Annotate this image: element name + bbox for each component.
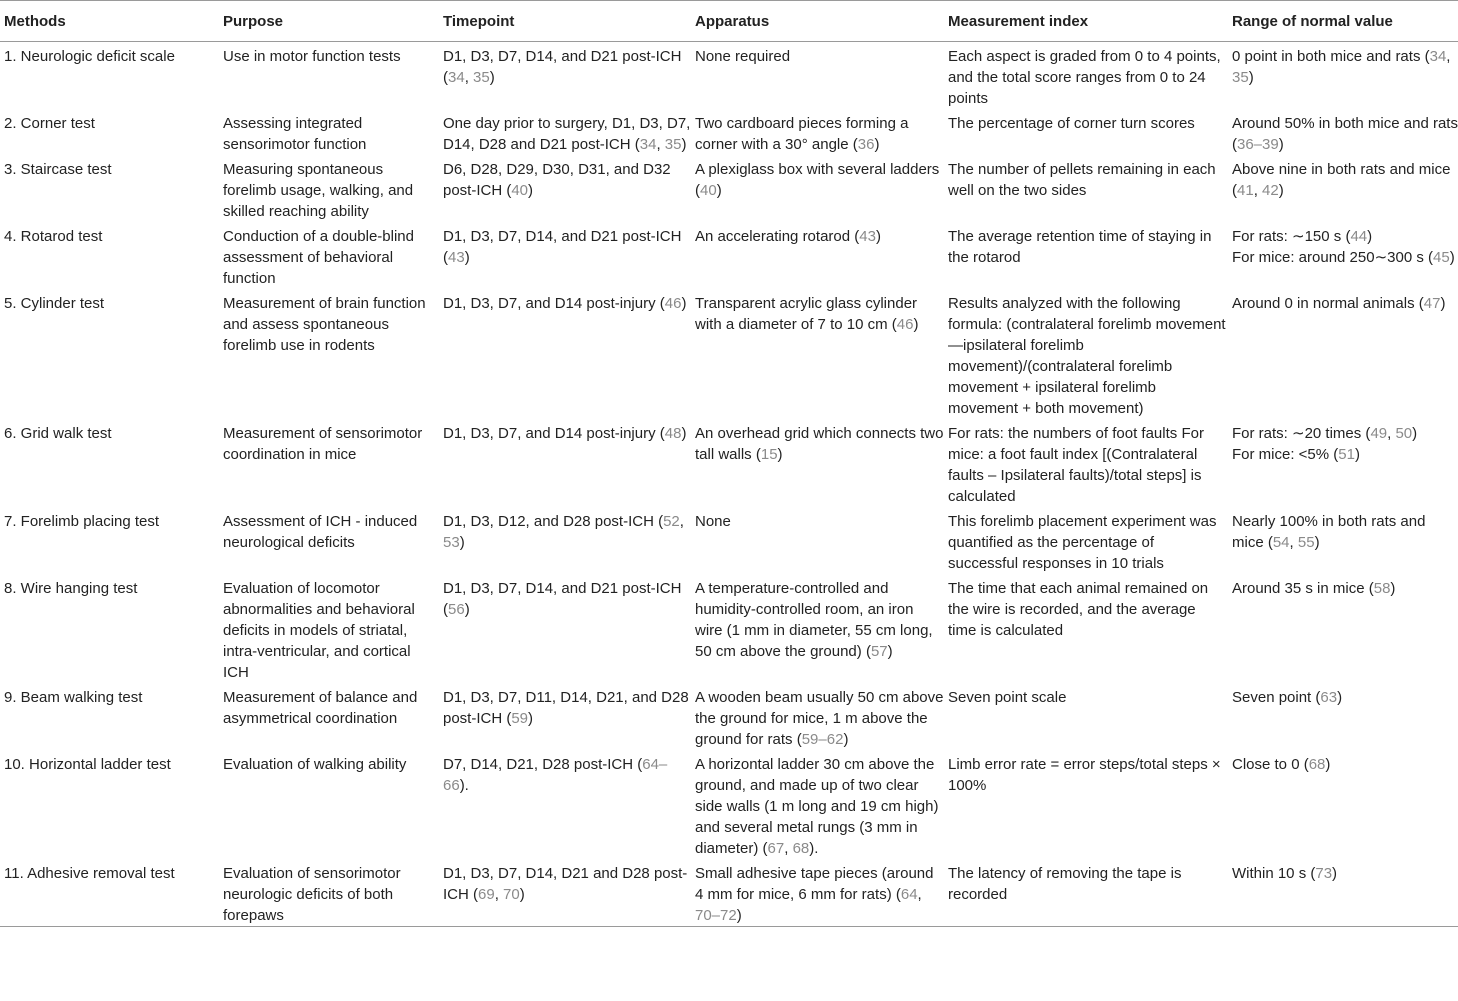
cell-text: ) — [459, 534, 465, 551]
cell-text: A horizontal ladder 30 cm above the ground, and made up of two clear side walls (1 m long and 19 cm high) and several metal rungs (3 mm in diameter) ( — [695, 756, 939, 857]
timepoint-cell — [439, 155, 691, 222]
citation-link[interactable]: 36–39 — [1237, 136, 1279, 153]
citation-link[interactable]: 73 — [1315, 865, 1333, 882]
range-cell — [1228, 419, 1458, 507]
cell-text: ) — [528, 710, 534, 727]
citation-link[interactable]: 41 — [1237, 182, 1254, 199]
measurement-cell: Each aspect is graded from 0 to 4 points, and the total score ranges from 0 to 24 points — [948, 48, 1221, 107]
cell-text: 0 point in both mice and rats ( — [1232, 48, 1430, 65]
cell-text: D7, D14, D21, D28 post-ICH ( — [443, 756, 643, 773]
purpose-cell: Measurement of sensorimotor coordination in mice — [223, 425, 423, 463]
range-cell: 0 point in both mice and rats (34, 35) — [1232, 48, 1451, 86]
cell-text: ). — [459, 777, 469, 794]
table-row — [0, 683, 1458, 750]
citation-link[interactable]: 36 — [857, 136, 875, 153]
citation-link[interactable]: 34 — [448, 69, 465, 86]
table-row — [0, 507, 1458, 574]
measurement-cell: The number of pellets remaining in each well on the two sides — [948, 161, 1216, 199]
timepoint-cell — [439, 683, 691, 750]
purpose-cell: Evaluation of sensorimotor neurologic deficits of both forepaws — [219, 859, 439, 927]
cell-text: ) — [1367, 228, 1373, 245]
table-row — [0, 222, 1458, 289]
cell-text: D1, D3, D7, D11, D14, D21, and D28 post-ICH ( — [443, 689, 689, 727]
citation-link[interactable]: 53 — [443, 534, 460, 551]
cell-text: Within 10 s ( — [1232, 865, 1316, 882]
method-cell: 5. Cylinder test — [4, 295, 105, 312]
citation-link[interactable]: 43 — [448, 249, 465, 266]
citation-link[interactable]: 54 — [1272, 534, 1290, 551]
cell-text: For rats: ∼20 times ( — [1232, 425, 1371, 442]
cell-text: D1, D3, D7, D14, and D21 post-ICH ( — [443, 228, 682, 266]
citation-link[interactable]: 46 — [664, 295, 682, 312]
cell-text: ) — [874, 136, 880, 153]
cell-text: ) — [464, 601, 470, 618]
cell-text: ) — [519, 886, 525, 903]
cell-text: ) — [1325, 756, 1331, 773]
cell-text: A temperature-controlled and humidity-controlled room, an iron wire (1 mm in diameter, 55 cm long, 50 cm above the ground) ( — [695, 580, 933, 660]
citation-link[interactable]: 45 — [1433, 249, 1450, 266]
cell-text: ) — [1354, 446, 1360, 463]
apparatus-cell: Small adhesive tape pieces (around 4 mm for mice, 6 mm for rats) (64, 70–72) — [691, 859, 944, 927]
citation-link[interactable]: 55 — [1297, 534, 1315, 551]
range-cell — [1228, 289, 1458, 419]
method-cell: 4. Rotarod test — [4, 228, 103, 245]
measurement-cell: Limb error rate = error steps/total steps × 100% — [948, 756, 1221, 794]
cell-text: Around 0 in normal animals ( — [1232, 295, 1424, 312]
cell-text: ) — [1390, 580, 1396, 597]
cell-text: ) — [875, 228, 881, 245]
cell-text: Around 35 s in mice ( — [1232, 580, 1374, 597]
cell-line: For rats: ∼20 times (49, 50) — [1232, 425, 1418, 442]
cell-line — [1232, 444, 1458, 465]
cell-text: None required — [695, 48, 791, 65]
citation-link[interactable]: 68 — [1308, 756, 1326, 773]
apparatus-cell — [691, 574, 944, 683]
header-measurement-index: Measurement index — [944, 1, 1228, 42]
citation-link[interactable]: 52 — [663, 513, 680, 530]
citation-link[interactable]: 15 — [760, 446, 778, 463]
range-cell — [1228, 574, 1458, 683]
cell-text: Seven point ( — [1232, 689, 1321, 706]
citation-link[interactable]: 64 — [900, 886, 918, 903]
measurement-cell: This forelimb placement experiment was quantified as the percentage of successful responses in 10 trials — [948, 513, 1217, 572]
measurement-cell: Seven point scale — [948, 689, 1067, 706]
cell-text: D1, D3, D7, D14, and D21 post-ICH ( — [443, 580, 682, 618]
apparatus-cell — [691, 507, 944, 574]
citation-link[interactable]: 63 — [1320, 689, 1338, 706]
citation-link[interactable]: 68 — [792, 840, 810, 857]
method-cell: 3. Staircase test — [4, 161, 112, 178]
cell-text: ) — [913, 316, 919, 333]
citation-link[interactable]: 43 — [859, 228, 876, 245]
purpose-cell: Measurement of balance and asymmetrical coordination — [223, 689, 418, 727]
cell-text: D1, D3, D7, and D14 post-injury ( — [443, 295, 665, 312]
citation-link[interactable]: 70–72 — [695, 907, 737, 924]
citation-link[interactable]: 59–62 — [801, 731, 844, 748]
header-range-normal-value: Range of normal value — [1228, 1, 1458, 42]
cell-text: D6, D28, D29, D30, D31, and D32 post-ICH ( — [443, 161, 671, 199]
cell-text: ) — [1412, 425, 1418, 442]
cell-text: ) — [1314, 534, 1320, 551]
cell-text: ) — [1278, 136, 1284, 153]
table-row — [0, 42, 1458, 110]
header-purpose: Purpose — [219, 1, 439, 42]
cell-text: Around 50% in both mice and rats ( — [1232, 115, 1458, 153]
timepoint-cell — [439, 574, 691, 683]
cell-text: A wooden beam usually 50 cm above the ground for mice, 1 m above the ground for rats ( — [695, 689, 944, 748]
purpose-cell: Assessment of ICH - induced neurological deficits — [223, 513, 418, 551]
cell-text: An overhead grid which connects two tall walls ( — [695, 425, 944, 463]
cell-text: ) — [1337, 689, 1343, 706]
cell-text: Transparent acrylic glass cylinder with a diameter of 7 to 10 cm ( — [695, 295, 918, 333]
cell-text: For rats: ∼150 s ( — [1232, 228, 1351, 245]
citation-link[interactable]: 35 — [473, 69, 490, 86]
citation-link[interactable]: 34 — [1429, 48, 1447, 65]
cell-text: ) — [464, 249, 470, 266]
header-apparatus: Apparatus — [691, 1, 944, 42]
citation-link[interactable]: 49 — [1370, 425, 1388, 442]
range-cell — [1228, 683, 1458, 750]
timepoint-cell: D1, D3, D7, D14, D21 and D28 post-ICH (69, 70) — [439, 859, 691, 927]
method-cell: 6. Grid walk test — [4, 425, 112, 442]
cell-text: ) — [681, 295, 687, 312]
method-cell: 2. Corner test — [4, 115, 95, 132]
table-row — [0, 419, 1458, 507]
measurement-cell: The latency of removing the tape is recorded — [944, 859, 1228, 927]
cell-text: For mice: <5% ( — [1232, 446, 1339, 463]
range-cell — [1228, 859, 1458, 927]
citation-link[interactable]: 35 — [664, 136, 682, 153]
table-row — [0, 859, 1458, 927]
citation-link[interactable]: 40 — [700, 182, 717, 199]
citation-link[interactable]: 70 — [503, 886, 520, 903]
timepoint-cell — [439, 750, 691, 859]
cell-text: ). — [809, 840, 819, 857]
method-cell: 11. Adhesive removal test — [0, 859, 219, 927]
cell-text: For mice: around 250∼300 s ( — [1232, 249, 1433, 266]
cell-text: ) — [528, 182, 534, 199]
cell-text: ) — [681, 425, 687, 442]
measurement-cell: For rats: the numbers of foot faults For mice: a foot fault index [(Contralateral faults – Ipsilateral faults)/total steps] is calculated — [948, 425, 1204, 505]
timepoint-cell — [439, 289, 691, 419]
cell-text: ) — [1332, 865, 1338, 882]
citation-link[interactable]: 50 — [1395, 425, 1413, 442]
cell-text: Above nine in both rats and mice ( — [1232, 161, 1451, 199]
apparatus-cell: A horizontal ladder 30 cm above the ground, and made up of two clear side walls (1 m long and 19 cm high) and several metal rungs (3 mm in diameter) (67, 68). — [695, 756, 939, 857]
citation-link[interactable]: 46 — [896, 316, 914, 333]
table-row — [0, 289, 1458, 419]
citation-link[interactable]: 47 — [1423, 295, 1441, 312]
timepoint-cell: D1, D3, D7, D14, and D21 post-ICH (34, 35) — [443, 48, 682, 86]
method-cell: 1. Neurologic deficit scale — [4, 48, 175, 65]
timepoint-cell: D1, D3, D12, and D28 post-ICH (52, 53) — [443, 513, 684, 551]
purpose-cell: Conduction of a double-blind assessment of behavioral function — [223, 228, 414, 287]
cell-text: D1, D3, D7, D14, D21 and D28 post-ICH ( — [443, 865, 688, 903]
citation-link[interactable]: 44 — [1350, 228, 1368, 245]
purpose-cell: Evaluation of walking ability — [223, 756, 407, 773]
apparatus-cell — [691, 42, 944, 110]
cell-text: ) — [843, 731, 849, 748]
cell-text: D1, D3, D7, and D14 post-injury ( — [443, 425, 665, 442]
citation-link[interactable]: 59 — [511, 710, 529, 727]
citation-link[interactable]: 34 — [639, 136, 657, 153]
table-row — [0, 750, 1458, 859]
method-cell: 10. Horizontal ladder test — [4, 756, 171, 773]
cell-text: Small adhesive tape pieces (around 4 mm for mice, 6 mm for rats) ( — [695, 865, 934, 903]
measurement-cell: The average retention time of staying in the rotarod — [948, 228, 1212, 266]
apparatus-cell — [691, 683, 944, 750]
timepoint-cell: One day prior to surgery, D1, D3, D7, D14, D28 and D21 post-ICH (34, 35) — [443, 115, 691, 153]
cell-text: ) — [1449, 249, 1455, 266]
measurement-cell: The percentage of corner turn scores — [948, 115, 1195, 132]
cell-text: Two cardboard pieces forming a corner with a 30° angle ( — [695, 115, 909, 153]
header-methods: Methods — [0, 1, 219, 42]
citation-link[interactable]: 69 — [478, 886, 495, 903]
cell-text: An accelerating rotarod ( — [695, 228, 860, 245]
method-cell: 7. Forelimb placing test — [4, 513, 160, 530]
apparatus-cell — [691, 155, 944, 222]
citation-link[interactable]: 58 — [1373, 580, 1391, 597]
cell-text: A plexiglass box with several ladders ( — [695, 161, 940, 199]
measurement-cell: The time that each animal remained on the wire is recorded, and the average time is calculated — [948, 580, 1209, 639]
range-cell: Nearly 100% in both rats and mice (54, 55) — [1232, 513, 1426, 551]
cell-text: One day prior to surgery, D1, D3, D7, D14, D28 and D21 post-ICH ( — [443, 115, 691, 153]
citation-link[interactable]: 57 — [870, 643, 888, 660]
cell-text: ) — [736, 907, 742, 924]
apparatus-cell — [691, 289, 944, 419]
table-row — [0, 109, 1458, 155]
purpose-cell: Use in motor function tests — [223, 48, 401, 65]
cell-text: ) — [887, 643, 893, 660]
cell-text: ) — [777, 446, 783, 463]
method-cell: 8. Wire hanging test — [4, 580, 138, 597]
citation-link[interactable]: 42 — [1262, 182, 1279, 199]
table-body — [0, 42, 1458, 927]
header-row — [0, 1, 1458, 42]
purpose-cell: Assessing integrated sensorimotor function — [223, 115, 367, 153]
header-timepoint: Timepoint — [439, 1, 691, 42]
range-cell: Above nine in both rats and mice (41, 42) — [1232, 161, 1451, 199]
cell-line — [1232, 226, 1458, 247]
citation-link[interactable]: 40 — [511, 182, 529, 199]
cell-text: Close to 0 ( — [1232, 756, 1309, 773]
timepoint-cell — [439, 222, 691, 289]
cell-text: ) — [716, 182, 722, 199]
citation-link[interactable]: 35 — [1232, 69, 1249, 86]
citation-link[interactable]: 67 — [767, 840, 785, 857]
table-row — [0, 155, 1458, 222]
citation-link[interactable]: 64–66 — [443, 756, 668, 794]
purpose-cell: Evaluation of locomotor abnormalities and behavioral deficits in models of striatal, intra-ventricular, and cortical ICH — [223, 580, 415, 681]
apparatus-cell — [691, 222, 944, 289]
range-cell — [1228, 222, 1458, 289]
apparatus-cell — [691, 419, 944, 507]
method-cell: 9. Beam walking test — [4, 689, 143, 706]
cell-text: ) — [1278, 182, 1284, 199]
cell-text: D1, D3, D7, D14, and D21 post-ICH ( — [443, 48, 682, 86]
range-cell — [1228, 109, 1458, 155]
cell-text: ) — [1440, 295, 1446, 312]
citation-link[interactable]: 48 — [664, 425, 682, 442]
purpose-cell: Measurement of brain function and assess spontaneous forelimb use in rodents — [223, 295, 426, 354]
purpose-cell: Measuring spontaneous forelimb usage, walking, and skilled reaching ability — [223, 161, 414, 220]
citation-link[interactable]: 51 — [1338, 446, 1355, 463]
cell-text: ) — [1248, 69, 1254, 86]
cell-text: ) — [681, 136, 687, 153]
measurement-cell: Results analyzed with the following formula: (contralateral forelimb movement—ipsilateral forelimb movement)/(contralateral forelimb movement + ipsilateral forelimb movement + both movement) — [948, 295, 1226, 417]
range-cell — [1228, 750, 1458, 859]
cell-text: ) — [489, 69, 495, 86]
cell-text: None — [695, 513, 731, 530]
cell-text: Nearly 100% in both rats and mice ( — [1232, 513, 1426, 551]
table-row — [0, 574, 1458, 683]
cell-line — [1232, 247, 1458, 268]
cell-text: D1, D3, D12, and D28 post-ICH ( — [443, 513, 664, 530]
apparatus-cell — [691, 109, 944, 155]
citation-link[interactable]: 56 — [448, 601, 465, 618]
timepoint-cell — [439, 419, 691, 507]
